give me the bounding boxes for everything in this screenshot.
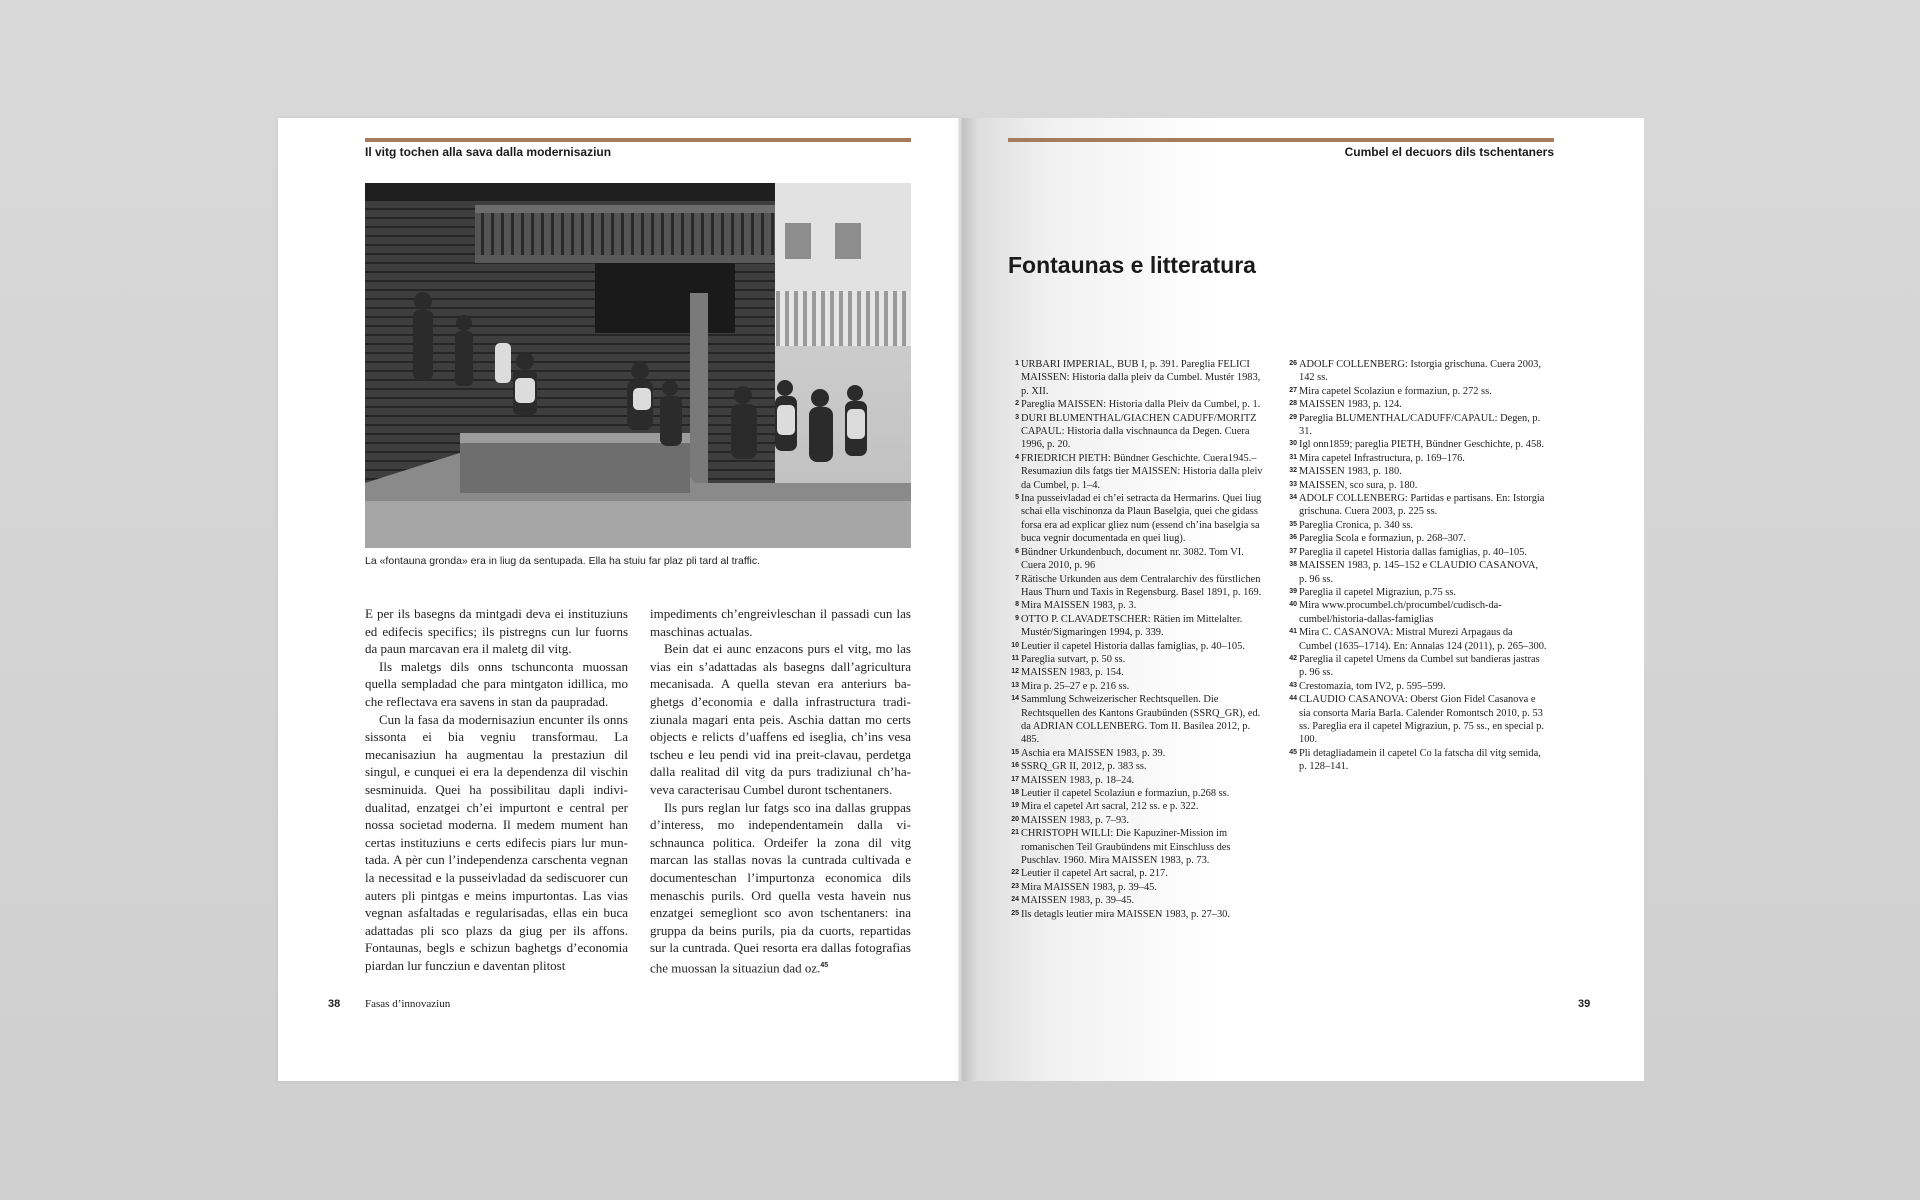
footnote xyxy=(1286,492,1548,519)
footnote xyxy=(1286,693,1548,747)
footnote-text: MAISSEN 1983, p. 39–45. xyxy=(1021,895,1135,907)
footnote-number: 25 xyxy=(1011,909,1019,917)
footnote-text: MAISSEN 1983, p. 124. xyxy=(1299,399,1402,411)
footnote-number: 30 xyxy=(1289,440,1297,448)
footnote-number: 18 xyxy=(1011,789,1019,796)
footnote-text: Pareglia il capetel Umens da Cumbel sut bandieras jastras p. 96 ss. xyxy=(1299,653,1540,679)
footnote-number: 8 xyxy=(1015,601,1019,609)
footnote-text: Ils detagls leutier mira MAISSEN 1983, p. 27–30. xyxy=(1021,908,1230,920)
notes-column-1 xyxy=(1008,358,1263,921)
footnote-number: 14 xyxy=(1011,695,1019,703)
footnote xyxy=(1008,492,1263,546)
footnote-number: 13 xyxy=(1011,681,1019,689)
footnote-number: 2 xyxy=(1015,400,1019,408)
footnote xyxy=(1008,693,1263,747)
paragraph: impediments ch’engreivleschan il passadi cun las maschinas actualas. xyxy=(650,606,911,639)
right-page xyxy=(960,118,1644,1081)
footnote-text: MAISSEN 1983, p. 18–24. xyxy=(1021,774,1135,786)
footnote-text: Aschia era MAISSEN 1983, p. 39. xyxy=(1021,747,1166,759)
footnote xyxy=(1008,908,1263,921)
footnote-text: Mira MAISSEN 1983, p. 39–45. xyxy=(1021,881,1157,893)
footnote xyxy=(1008,800,1263,813)
footnote-number: 39 xyxy=(1289,587,1297,595)
body-column-1 xyxy=(365,605,628,974)
footnote xyxy=(1008,452,1263,492)
footnote xyxy=(1286,546,1548,559)
footnote xyxy=(1286,398,1548,411)
footnote-number: 40 xyxy=(1289,601,1297,609)
footnote-text: Pareglia MAISSEN: Historia dalla Pleiv da Cumbel, p. 1. xyxy=(1021,399,1261,411)
footnote xyxy=(1008,827,1263,867)
footnote-number: 21 xyxy=(1011,829,1019,837)
footnote xyxy=(1008,613,1263,640)
footnote-text: Pareglia BLUMENTHAL/CADUFF/CAPAUL: Degen, p. 31. xyxy=(1299,412,1541,438)
footnote xyxy=(1008,546,1263,573)
footnote-text: FRIEDRICH PIETH: Bündner Geschichte. Cuera1945.– Resumaziun dils fatgs tier MAISSEN: Historia dalla pleiv da Cumbel, p. 1–4. xyxy=(1021,452,1263,491)
footnote-text: Ina pusseivladad ei ch’ei setracta da Hermarins. Quei liug schai ella vischinonza da Plaun Baselgia, quei che gidass forsa era ad explicar gliez num (essend ch’ina baselgia sa buca vegnir documentada en quei liug). xyxy=(1021,493,1262,545)
footnote-text: CLAUDIO CASANOVA: Oberst Gion Fidel Casanova e sia consorta Maria Barla. Calender Romontsch 2010, p. 53 ss. Pareglia era il capetel Migraziun, p. 75 ss., en special p. 100. xyxy=(1299,694,1544,746)
footnote-text: Mira C. CASANOVA: Mistral Murezi Arpagaus da Cumbel (1635–1714). En: Annalas 124 (2011), p. 265–300. xyxy=(1299,627,1547,652)
footnote-number: 45 xyxy=(1289,748,1297,756)
footnote-text: Sammlung Schweizerischer Rechtsquellen. Die Rechtsquellen des Kantons Graubünden (SSRQ_GR), ed. da ADRIAN COLLENBERG. Tom II. Basilea 2012, p. 485. xyxy=(1021,694,1261,746)
footnote xyxy=(1286,626,1548,653)
footnote-text: CHRISTOPH WILLI: Die Kapuziner-Mission im romanischen Teil Graubündens mit Einschluss des Puschlav. 1960. Mira MAISSEN 1983, p. 73. xyxy=(1021,828,1231,867)
footnote-number: 15 xyxy=(1011,748,1019,756)
footnote-number: 4 xyxy=(1015,453,1019,461)
footnote-number: 37 xyxy=(1289,547,1297,555)
footnote-number: 44 xyxy=(1289,695,1297,703)
footnote-number: 17 xyxy=(1011,775,1019,783)
footnote-text: Pareglia sutvart, p. 50 ss. xyxy=(1021,653,1126,665)
footnote-number: 41 xyxy=(1289,628,1297,636)
footnote-number: 26 xyxy=(1289,360,1297,367)
footnote xyxy=(1008,747,1263,760)
notes-column-2 xyxy=(1286,358,1548,774)
footnote-text: Mira el capetel Art sacral, 212 ss. e p. 322. xyxy=(1021,801,1199,813)
footnote-text: Pareglia Cronica, p. 340 ss. xyxy=(1299,519,1413,531)
footnote xyxy=(1008,640,1263,653)
footnote-text: Pareglia Scola e formaziun, p. 268–307. xyxy=(1299,533,1466,545)
footnote-number: 38 xyxy=(1289,561,1297,569)
footnote xyxy=(1286,599,1548,626)
section-heading: Fontaunas e litteratura xyxy=(1008,252,1256,278)
footnote-text: OTTO P. CLAVADETSCHER: Rätien im Mittelalter. Mustér/Sigmaringen 1994, p. 339. xyxy=(1021,613,1243,639)
footnote-text: Mira MAISSEN 1983, p. 3. xyxy=(1021,600,1137,612)
footnote-number: 11 xyxy=(1011,654,1019,662)
footnote xyxy=(1286,519,1548,532)
footnote-text: Leutier il capetel Scolaziun e formaziun, p.268 ss. xyxy=(1021,788,1230,799)
paragraph-text: Ils purs reglan lur fatgs sco ina dallas gruppas d’interess, mo independentamein dalla vischnaunca politica. Ordeifer la zona dil vitg marcan las stallas novas la cuntrada cultivada e documenteschan l’impurtonza economica dils menaschis purils. Ord quella vesta havein nus enzatgei semegliont sco avon tschentaners: ina gruppa da beins purils, pia da cuorts, repartidas sur la cuntrada. Quei resorta era dallas fotografias che muossan la situaziun dad oz. xyxy=(650,799,911,976)
footnote-text: Pareglia il capetel Historia dallas famiglias, p. 40–105. xyxy=(1299,546,1527,558)
footnote-number: 31 xyxy=(1289,453,1297,461)
footnote-number: 35 xyxy=(1289,520,1297,528)
paragraph xyxy=(650,799,911,977)
footnote xyxy=(1286,559,1548,586)
footnote-number: 27 xyxy=(1289,386,1297,394)
footnote-text: Rätische Urkunden aus dem Centralarchiv des fürstlichen Haus Thurn und Taxis in Regensburg. Basel 1891, p. 169. xyxy=(1021,573,1262,598)
footnote-number: 20 xyxy=(1011,815,1019,823)
footnote-text: Igl onn1859; pareglia PIETH, Bündner Geschichte, p. 458. xyxy=(1299,439,1544,451)
footnote-text: MAISSEN, sco sura, p. 180. xyxy=(1299,479,1418,491)
footnote xyxy=(1008,760,1263,773)
footnote-number: 28 xyxy=(1289,400,1297,408)
footnote-number: 16 xyxy=(1011,762,1019,770)
footnote xyxy=(1286,438,1548,451)
paragraph: Ils maletgs dils onns tschunconta muossan quella sempladad che para mintgaton idillica, mo che reflectava era savens in stan da paupradad. xyxy=(365,658,628,709)
footnote-number: 1 xyxy=(1015,360,1019,367)
footnote xyxy=(1008,787,1263,800)
footnote-number: 34 xyxy=(1289,494,1297,502)
section-name: Fasas d’innovaziun xyxy=(365,998,451,1010)
footnote-number: 5 xyxy=(1015,494,1019,502)
footnote-number: 36 xyxy=(1289,534,1297,542)
paragraph: Bein dat ei aunc enzacons purs el vitg, mo las vias ein s’adattadas als basegns dall’agricultura mecanisada. A quella stevan era anteriurs baghetgs d’economia e dalla infrastructura tradiziunala magari enta peis. Aschia dattan mo certs objects e relicts d’uaffens ed iseglia, ch’ins vesa tscheu e leu pendi vid ina preit-clavau, perdetga dalla realitad dil vitg da purs tradiziunal ch’haveva caracterisau Cumbel duront tschentaners. xyxy=(650,641,911,797)
footnote xyxy=(1286,358,1548,385)
footnote xyxy=(1286,412,1548,439)
footnote-number: 42 xyxy=(1289,654,1297,662)
footnote xyxy=(1286,465,1548,478)
page-number-right: 39 xyxy=(1578,998,1591,1010)
footnote-text: Crestomazia, tom IV2, p. 595–599. xyxy=(1299,680,1446,692)
footnote xyxy=(1286,586,1548,599)
footnote xyxy=(1286,385,1548,398)
footnote-number: 12 xyxy=(1011,668,1019,676)
footnote xyxy=(1286,452,1548,465)
footnote xyxy=(1286,747,1548,774)
footnote xyxy=(1008,774,1263,787)
footnote-text: MAISSEN 1983, p. 180. xyxy=(1299,466,1402,478)
footnote-number: 32 xyxy=(1289,467,1297,475)
footnote-text: Leutier il capetel Historia dallas famiglias, p. 40–105. xyxy=(1021,640,1245,652)
footnote-text: MAISSEN 1983, p. 154. xyxy=(1021,667,1124,679)
footnote xyxy=(1286,653,1548,680)
footnote-ref: 45 xyxy=(820,961,829,969)
footnote xyxy=(1008,881,1263,894)
header-rule xyxy=(1008,138,1554,142)
footnote-number: 19 xyxy=(1011,802,1019,810)
footnote-text: Pareglia il capetel Migraziun, p.75 ss. xyxy=(1299,586,1456,598)
footnote xyxy=(1286,680,1548,693)
photo-caption: La «fontauna gronda» era in liug da sentupada. Ella ha stuiu far plaz pli tard al traffic. xyxy=(365,555,760,567)
footnote-text: Mira p. 25–27 e p. 216 ss. xyxy=(1021,680,1130,692)
footnote xyxy=(1008,599,1263,612)
footnote-number: 22 xyxy=(1011,869,1019,877)
footnote-number: 24 xyxy=(1011,896,1019,904)
left-page xyxy=(278,118,960,1081)
running-head-left: Il vitg tochen alla sava dalla modernisaziun xyxy=(365,145,612,159)
footnote xyxy=(1286,479,1548,492)
footnote-text: Pli detagliadamein il capetel Co la fatscha dil vitg semida, p. 128–141. xyxy=(1299,747,1541,773)
footnote-text: MAISSEN 1983, p. 7–93. xyxy=(1021,814,1129,826)
footnote-number: 10 xyxy=(1011,641,1019,649)
footnote-number: 29 xyxy=(1289,413,1297,421)
footnote-number: 33 xyxy=(1289,480,1297,488)
footnote-number: 9 xyxy=(1015,614,1019,622)
footnote-text: ADOLF COLLENBERG: Istorgia grischuna. Cuera 2003, 142 ss. xyxy=(1299,359,1541,384)
footnote xyxy=(1008,653,1263,666)
footnote xyxy=(1008,358,1263,398)
footnote xyxy=(1008,680,1263,693)
footnote-number: 7 xyxy=(1015,574,1019,582)
footnote xyxy=(1008,666,1263,679)
footnote xyxy=(1008,867,1263,880)
footnote-number: 23 xyxy=(1011,882,1019,890)
footnote xyxy=(1286,532,1548,545)
running-head-right: Cumbel el decuors dils tschentaners xyxy=(1344,145,1554,159)
footnote-text: Mira capetel Infrastructura, p. 169–176. xyxy=(1299,452,1465,464)
page-number-left: 38 xyxy=(328,998,341,1010)
footnote-text: DURI BLUMENTHAL/GIACHEN CADUFF/MORITZ CAPAUL: Historia dalla vischnaunca da Degen. Cuera 1996, p. 20. xyxy=(1021,412,1257,451)
paragraph: E per ils basegns da mintgadi deva ei instituziuns ed edifecis specifics; ils pistregns cun lur fuorns da paun marcavan era il maletg dil vitg. xyxy=(365,606,628,657)
footnote-text: MAISSEN 1983, p. 145–152 e CLAUDIO CASANOVA, p. 96 ss. xyxy=(1299,560,1539,585)
footnote-text: Leutier il capetel Art sacral, p. 217. xyxy=(1021,868,1168,880)
footnote xyxy=(1008,412,1263,452)
footnote-number: 3 xyxy=(1015,413,1019,421)
header-rule xyxy=(365,138,911,142)
paragraph: Cun la fasa da modernisaziun encunter ils onns sissonta ei bia vegniu transformau. La mecanisaziun ha augmentau la prestaziun dil singul, e cunquei ei era la dependenza dil vischin sesminuida. Quei ha possibilitau dapli individualitad, enzatgei ch’ei impurtont e central per nossa societad moderna. Il medem mument han certas instituziuns e certs edifecis piars lur muntada. A pèr cun l’independenza carschenta vegnan la necessitad e la pusseivladad da sediscuorer cun auters pli pintgas e meins impurtontas. Las vias vegnan asfaltadas e regularisadas, ellas ein buca adattadas pli sco plazs da giug per ils affons. Fontaunas, begls e schizun baghetgs d’economia piardan lur funcziun e daventan plitost xyxy=(365,711,628,973)
body-column-2 xyxy=(650,605,911,977)
footnote xyxy=(1008,398,1263,411)
book-gutter xyxy=(958,118,962,1081)
footnote-text: Bündner Urkundenbuch, document nr. 3082. Tom VI. Cuera 2010, p. 96 xyxy=(1021,546,1244,572)
village-fountain-photo xyxy=(365,183,911,548)
footnote-text: ADOLF COLLENBERG: Partidas e partisans. En: Istorgia grischuna. Cuera 2003, p. 225 ss. xyxy=(1299,493,1545,518)
footnote-text: URBARI IMPERIAL, BUB I, p. 391. Pareglia FELICI MAISSEN: Historia dalla pleiv da Cumbel. Mustér 1983, p. XII. xyxy=(1021,359,1261,397)
footnote xyxy=(1008,573,1263,600)
footnote-number: 43 xyxy=(1289,681,1297,689)
footnote-text: SSRQ_GR II, 2012, p. 383 ss. xyxy=(1021,761,1147,773)
footnote-number: 6 xyxy=(1015,547,1019,555)
footnote xyxy=(1008,894,1263,907)
footnote-text: Mira www.procumbel.ch/procumbel/cudisch-da-cumbel/historia-dallas-famiglias xyxy=(1299,600,1502,625)
footnote xyxy=(1008,814,1263,827)
footnote-text: Mira capetel Scolaziun e formaziun, p. 272 ss. xyxy=(1299,385,1492,397)
